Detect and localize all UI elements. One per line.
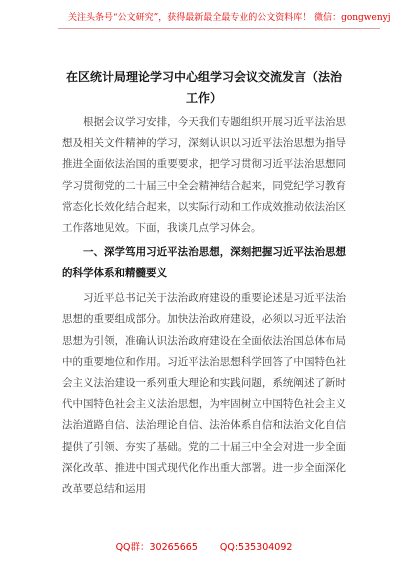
- qq-group-text: QQ群：30265665: [115, 542, 198, 553]
- section-paragraph: 习近平总书记关于法治政府建设的重要论述是习近平法治思想的重要组成部分。加快法治政府建设，必须以习近平法治思想为引领，准确认识法治政府建设在全面依法治国总体布局中的重要地位和作用。习近平法治思想科学回答了中国特色社会主义法治建设一系列重大理论和实践问题，系统阐述了新时代中国特色社会主义法治思想，为牢固树立中国特色社会主义法治道路自信、法治理论自信、法治体系自信和法治文化自信提供了引领、夯实了基础。党的二十届三中全会对进一步全面深化改革、推进中国式现代化作出重大部署。进一步全面深化改革要总结和运用: [62, 292, 346, 496]
- document-body: [62, 112, 346, 500]
- qq-text: QQ:535304092: [219, 542, 293, 553]
- document-title: 在区统计局理论学习中心组学习会议交流发言（法治工作）: [65, 70, 342, 105]
- promo-header: 关注头条号“公文研究”，获得最新最全最专业的公文资料库！ 微信：gongwenyj: [68, 13, 391, 23]
- contact-footer: [0, 539, 408, 553]
- section-heading: 一、深学笃用习近平法治思想，深刻把握习近平法治思想的科学体系和精髓要义: [62, 246, 346, 280]
- intro-paragraph: 根据会议学习安排，今天我们专题组织开展习近平法治思想及相关文件精神的学习，深刻认识以习近平法治思想为指导推进全面依法治国的重要要求，把学习贯彻习近平法治思想同学习贯彻党的二十届三中全会精神结合起来，同党纪学习教育常态化长效化结合起来，以实际行动和工作成效推动依法治区工作落地见效。下面，我谈几点学习体会。: [62, 116, 346, 235]
- header-divider: [58, 28, 380, 29]
